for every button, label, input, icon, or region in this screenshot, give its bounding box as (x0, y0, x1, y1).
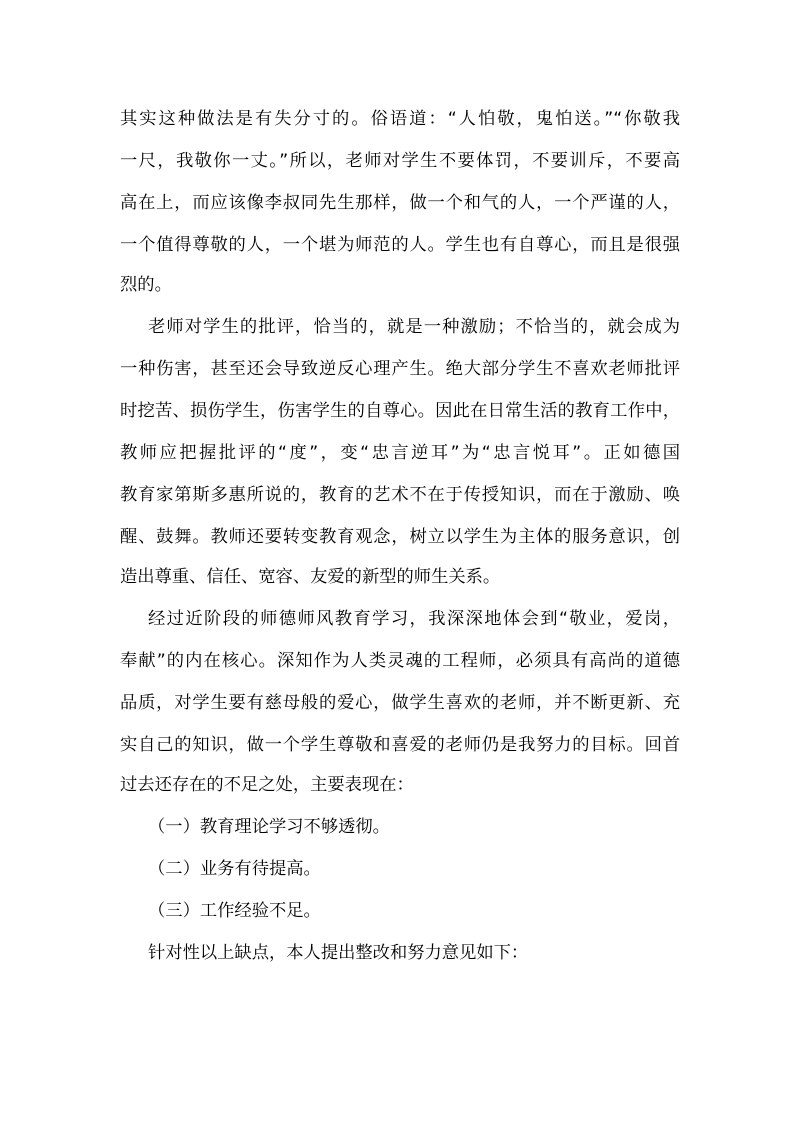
text-line: 时挖苦、损伤学生，伤害学生的自尊心。因此在日常生活的教育工作中， (120, 401, 680, 421)
list-item: （二）业务有待提高。 (148, 859, 321, 879)
text-line: 其实这种做法是有失分寸的。俗语道：“人怕敬，鬼怕送。”“你敬我 (120, 109, 680, 129)
paragraph-first-line: 老师对学生的批评，恰当的，就是一种激励；不恰当的，就会成为 (148, 317, 680, 337)
text-line: 品质，对学生要有慈母般的爱心，做学生喜欢的老师，并不断更新、充 (120, 693, 680, 713)
text-line: 一个值得尊敬的人，一个堪为师范的人。学生也有自尊心，而且是很强 (120, 235, 680, 255)
text-line: 过去还存在的不足之处，主要表现在： (120, 775, 414, 795)
text-line: 奉献”的内在核心。深知作为人类灵魂的工程师，必须具有高尚的道德 (120, 651, 680, 671)
paragraph-first-line: 针对性以上缺点，本人提出整改和努力意见如下： (148, 943, 529, 963)
text-line: 一尺，我敬你一丈。”所以，老师对学生不要体罚，不要训斥，不要高 (120, 151, 680, 171)
text-line: 一种伤害，甚至还会导致逆反心理产生。绝大部分学生不喜欢老师批评 (120, 359, 680, 379)
text-line: 实自己的知识，做一个学生尊敬和喜爱的老师仍是我努力的目标。回首 (120, 735, 680, 755)
list-item: （三）工作经验不足。 (148, 901, 321, 921)
text-line: 高在上，而应该像李叔同先生那样，做一个和气的人，一个严谨的人， (120, 193, 680, 213)
list-item: （一）教育理论学习不够透彻。 (148, 817, 390, 837)
text-line: 烈的。 (120, 275, 172, 295)
text-line: 醒、鼓舞。教师还要转变教育观念，树立以学生为主体的服务意识，创 (120, 527, 680, 547)
text-line: 造出尊重、信任、宽容、友爱的新型的师生关系。 (120, 567, 501, 587)
text-line: 教师应把握批评的“度”，变“忠言逆耳”为“忠言悦耳”。正如德国 (120, 443, 680, 463)
text-line: 教育家第斯多惠所说的，教育的艺术不在于传授知识，而在于激励、唤 (120, 485, 680, 505)
paragraph-first-line: 经过近阶段的师德师风教育学习，我深深地体会到“敬业，爱岗， (148, 609, 680, 629)
